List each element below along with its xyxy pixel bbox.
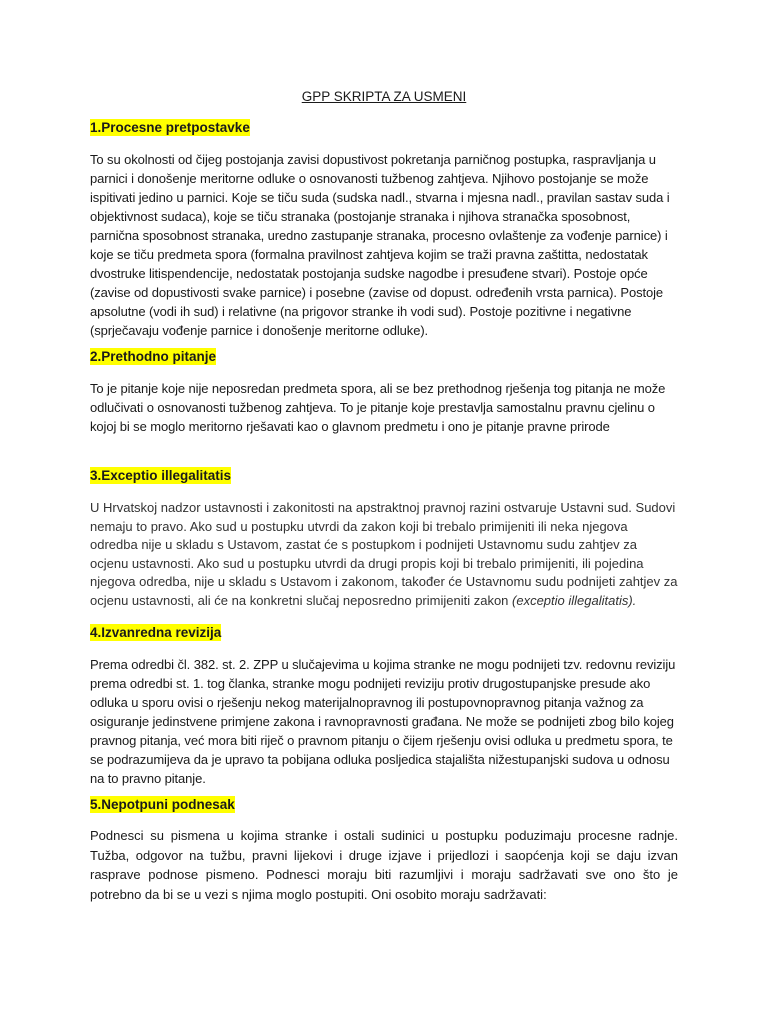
section-body: To je pitanje koje nije neposredan predmeta spora, ali se bez prethodnog rješenja tog pitanja ne može odlučivati o osnovanosti tužbenog zahtjeva. To je pitanje koje prestavlja samostalnu pravnu cjelinu o kojoj bi se moglo meritorno rješavati kao o glavnom predmetu i ono je pitanje pravne prirode — [90, 381, 666, 434]
section-body — [90, 499, 678, 610]
section-heading — [90, 119, 250, 137]
section-heading-text: 4.Izvanredna revizija — [90, 625, 222, 640]
section-heading-text: 2.Prethodno pitanje — [90, 349, 217, 364]
document-title — [0, 88, 768, 106]
section-body: Podnesci su pismena u kojima stranke i ostali sudinici u postupku poduzimaju procesne radnje. Tužba, odgovor na tužbu, pravni lijekovi i druge izjave i prijedlozi i saopćenja koji se daju izvan rasprave podnose pismeno. Podnesci moraju biti razumljivi i moraju sadržavati sve ono što je potrebno da bi se u vezi s njima moglo postupiti. Oni osobito moraju sadržavati: — [90, 828, 678, 902]
section-heading — [90, 467, 231, 485]
section-heading — [90, 796, 235, 814]
section-body: To su okolnosti od čijeg postojanja zavisi dopustivost pokretanja parničnog postupka, raspravljanja u parnici i donošenje meritorne odluke o osnovanosti tužbenog zahtjeva. Njihovo postojanje se može ispitivati jedino u parnici. Koje se tiču suda (sudska nadl., stvarna i mjesna nadl., pravilan sastav suda i objektivnost sudaca), koje se tiču stranaka (postojanje stranaka i njihova stranačka sposobnost, parnična sposobnost stranaka, uredno zastupanje stranaka, procesno ovlaštenje za vođenje parnice) i koje se tiču predmeta spora (formalna pravilnost zahtjeva kojim se traži pravna zaštitta, nedostatak dvostruke litispendencije, nedostatak postojanja sudske nagodbe i presuđene stvari). Postoje opće (zavise od dopustivosti svake parnice) i posebne (zavise od dopust. određenih vrsta parnica). Postoje apsolutne (vodi ih sud) i relativne (na prigovor stranke ih vodi sud). Postoje pozitivne i negativne (sprječavaju vođenje parnice i donošenje meritorne odluke). — [90, 152, 670, 338]
section-heading-text: 3.Exceptio illegalitatis — [90, 468, 232, 483]
document-title-text: GPP SKRIPTA ZA USMENI — [301, 89, 467, 104]
section-heading — [90, 348, 216, 366]
section-heading-text: 5.Nepotpuni podnesak — [90, 797, 235, 812]
section-heading — [90, 624, 221, 642]
section-body-italic: (exceptio illegalitatis). — [512, 592, 637, 608]
section-body-text: U Hrvatskoj nadzor ustavnosti i zakonitosti na apstraktnoj pravnoj razini ostvaruje Ustavni sud. Sudovi nemaju to pravo. Ako sud u postupku utvrdi da zakon koji bi trebalo primijeniti ili neka njegova odredba nije u skladu s Ustavom, zastat će s postupkom i podnijeti Ustavnomu sudu zahtjev za ocjenu ustavnosti. Ako sud u postupku utvrdi da drugi propis koji bi trebalo primijeniti, ili pojedina njegova odredba, nije u skladu s Ustavom i zakonom, također će Ustavnomu sudu podnijeti zahtjev za ocjenu ustavnosti, ali će na konkretni slučaj neposredno primijeniti zakon — [90, 500, 678, 608]
section-body: Prema odredbi čl. 382. st. 2. ZPP u slučajevima u kojima stranke ne mogu podnijeti tzv. redovnu reviziju prema odredbi st. 1. tog članka, stranke mogu podnijeti reviziju protiv drugostupanjske presude ako odluka u sporu ovisi o rješenju nekog materijalnopravnog ili postupovnopravnog pitanja važnog za osiguranje jedinstvene primjene zakona i ravnopravnosti građana. Ne može se podnijeti zbog bilo kojeg pravnog pitanja, već mora biti riječ o pravnom pitanju o čijem rješenju ovisi odluka u predmetu spora, te se podrazumijeva da je upravo ta pobijana odluka posljedica stajališta nižestupanjski sudova u odnosu na to pravno pitanje. — [90, 657, 676, 786]
section-heading-text: 1.Procesne pretpostavke — [90, 120, 250, 135]
